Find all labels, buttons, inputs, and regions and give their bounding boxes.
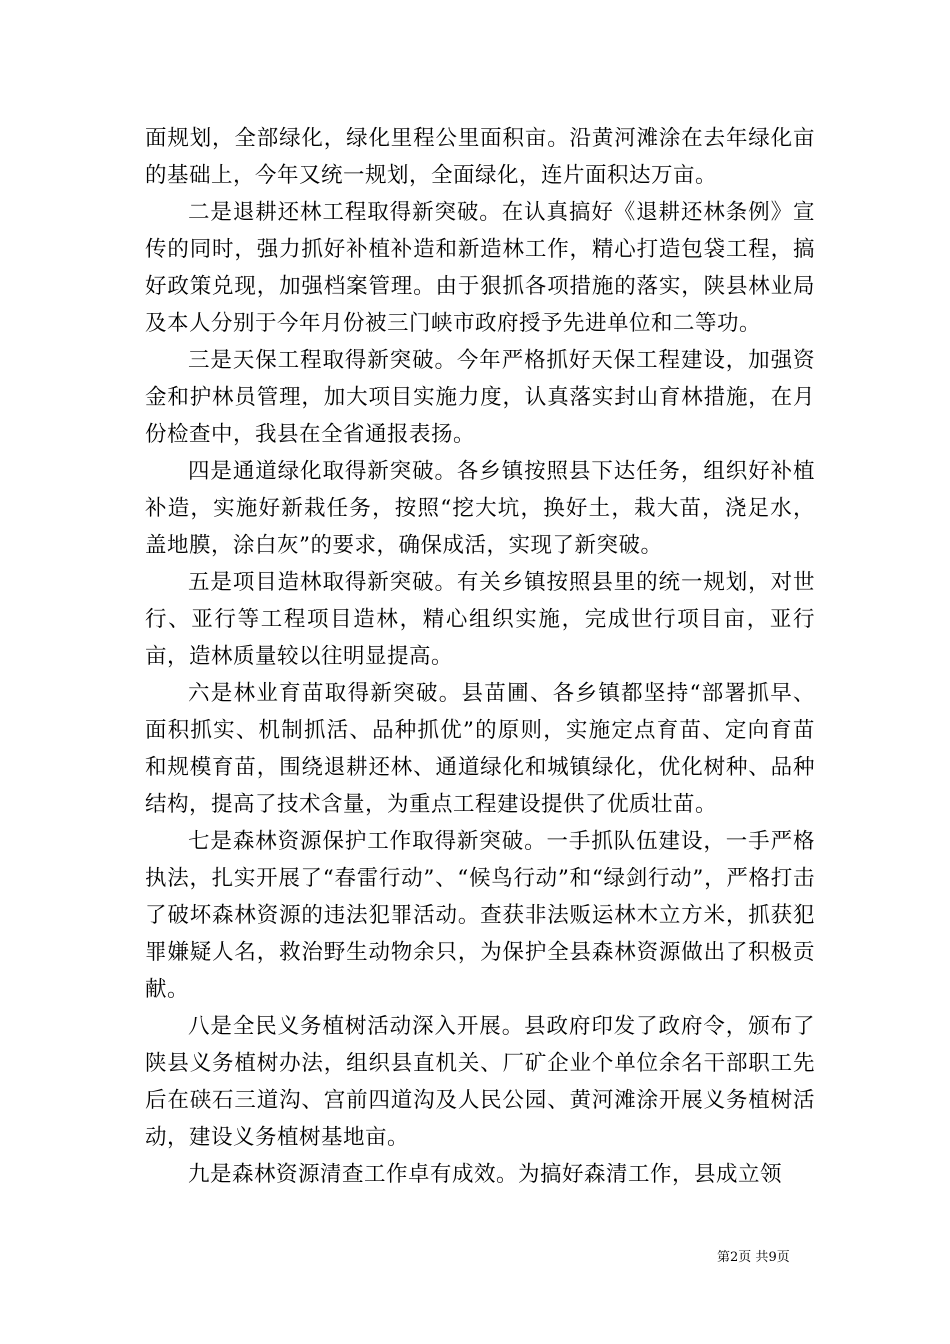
footer-current-page: 2 xyxy=(730,1250,739,1265)
paragraph-5: 五是项目造林取得新突破。有关乡镇按照县里的统一规划，对世行、亚行等工程项目造林，精心组织实施，完成世行项目亩，亚行亩，造林质量较以往明显提高。 xyxy=(145,570,815,669)
paragraph-2: 二是退耕还林工程取得新突破。在认真搞好《退耕还林条例》宣传的同时，强力抓好补植补造和新造林工作，精心打造包袋工程，搞好政策兑现，加强档案管理。由于狠抓各项措施的落实，陕县林业局及本人分别于今年月份被三门峡市政府授予先进单位和二等功。 xyxy=(145,200,815,336)
paragraph-8: 八是全民义务植树活动深入开展。县政府印发了政府令，颁布了陕县义务植树办法，组织县直机关、厂矿企业个单位余名干部职工先后在硖石三道沟、宫前四道沟及人民公园、黄河滩涂开展义务植树活动，建设义务植树基地亩。 xyxy=(145,1014,815,1150)
footer-suffix: 页 xyxy=(776,1250,790,1265)
paragraph-7: 七是森林资源保护工作取得新突破。一手抓队伍建设，一手严格执法，扎实开展了“春雷行动”、“候鸟行动”和“绿剑行动”，严格打击了破坏森林资源的违法犯罪活动。查获非法贩运林木立方米，抓获犯罪嫌疑人名，救治野生动物余只，为保护全县森林资源做出了积极贡献。 xyxy=(145,829,815,1002)
paragraph-continuation: 面规划，全部绿化，绿化里程公里面积亩。沿黄河滩涂在去年绿化亩的基础上，今年又统一规划，全面绿化，连片面积达万亩。 xyxy=(145,126,815,188)
page-footer xyxy=(717,1246,790,1265)
paragraph-4: 四是通道绿化取得新突破。各乡镇按照县下达任务，组织好补植补造，实施好新栽任务，按照“挖大坑，换好土，栽大苗，浇足水，盖地膜，涂白灰”的要求，确保成活，实现了新突破。 xyxy=(145,459,815,558)
paragraph-3: 三是天保工程取得新突破。今年严格抓好天保工程建设，加强资金和护林员管理，加大项目实施力度，认真落实封山育林措施，在月份检查中，我县在全省通报表扬。 xyxy=(145,348,815,447)
document-body xyxy=(145,120,815,1193)
footer-total-pages: 9 xyxy=(768,1250,777,1265)
footer-middle: 页 共 xyxy=(738,1250,769,1265)
paragraph-9: 九是森林资源清查工作卓有成效。为搞好森清工作，县成立领 xyxy=(188,1162,783,1187)
footer-prefix: 第 xyxy=(717,1250,731,1265)
paragraph-6: 六是林业育苗取得新突破。县苗圃、各乡镇都坚持“部署抓早、面积抓实、机制抓活、品种抓优”的原则，实施定点育苗、定向育苗和规模育苗，围绕退耕还林、通道绿化和城镇绿化，优化树种、品种结构，提高了技术含量，为重点工程建设提供了优质壮苗。 xyxy=(145,681,815,817)
